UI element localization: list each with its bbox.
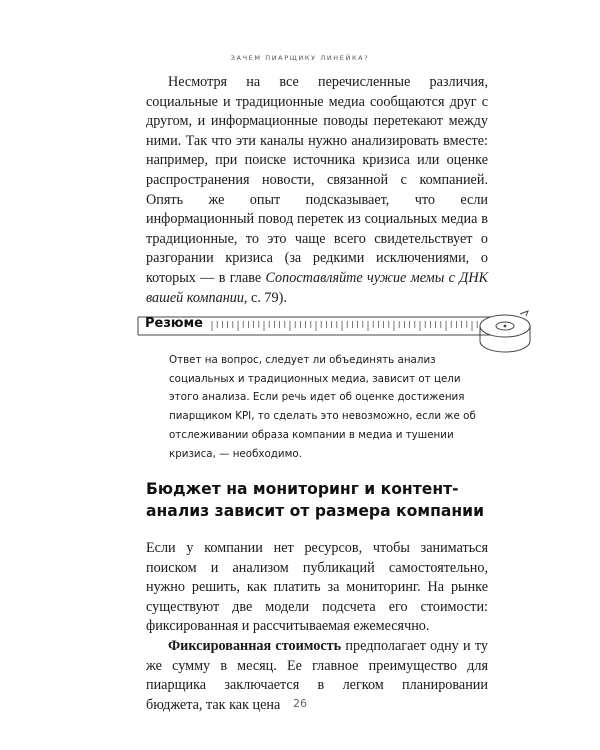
body-text-top: [146, 73, 488, 308]
body-text-bottom: [146, 539, 488, 715]
summary-label: Резюме: [145, 316, 203, 331]
page-number: 26: [293, 697, 307, 710]
chapter-reference: Сопоставляйте чужие мемы с ДНК вашей компании: [146, 269, 488, 306]
section-heading: Бюджет на мониторинг и контент-анализ зависит от размера компании: [146, 480, 484, 520]
paragraph-crossmedia: Несмотря на все перечисленные различия, социальные и традиционные медиа сообщаются друг с другом, и информационные поводы перетекают между ними. Так что эти каналы нужно анализировать вместе: например, при поиске источника кризиса или оценке распространения новости, связанной с компанией. Опять же опыт подсказывает, что если информационный повод перетек из социальных медиа в традиционные, то это чаще всего свидетельствует о разгорании кризиса (за редкими исключениями, о которых — в главе Сопоставляйте чужие мемы с ДНК вашей компании, с. 79).: [146, 74, 488, 306]
measuring-tape-icon: [0, 307, 600, 353]
paragraph-fixed-cost: Фиксированная стоимость предполагает одну и ту же сумму в месяц. Ее главное преимущество для пиарщика заключается в легком планировании бюджета, так как цена: [146, 637, 489, 713]
fixed-cost-term: Фиксированная стоимость: [168, 637, 342, 654]
running-head: ЗАЧЕМ ПИАРЩИКУ ЛИНЕЙКА?: [230, 54, 370, 62]
paragraph-monitoring-cost: Если у компании нет ресурсов, чтобы заниматься поиском и анализом публикаций самостоятельно, нужно решить, как платить за мониторинг. На рынке существуют две модели подсчета его стоимости: фиксированная и рассчитываемая ежемесячно.: [146, 540, 488, 635]
summary-text: Ответ на вопрос, следует ли объединять анализ социальных и традиционных медиа, зависит от цели этого анализа. Если речь идет об оценке достижения пиарщиком KPI, то сделать это невозможно, если же об отслеживании образа компании в медиа и тушении кризиса, — необходимо.: [169, 354, 476, 460]
